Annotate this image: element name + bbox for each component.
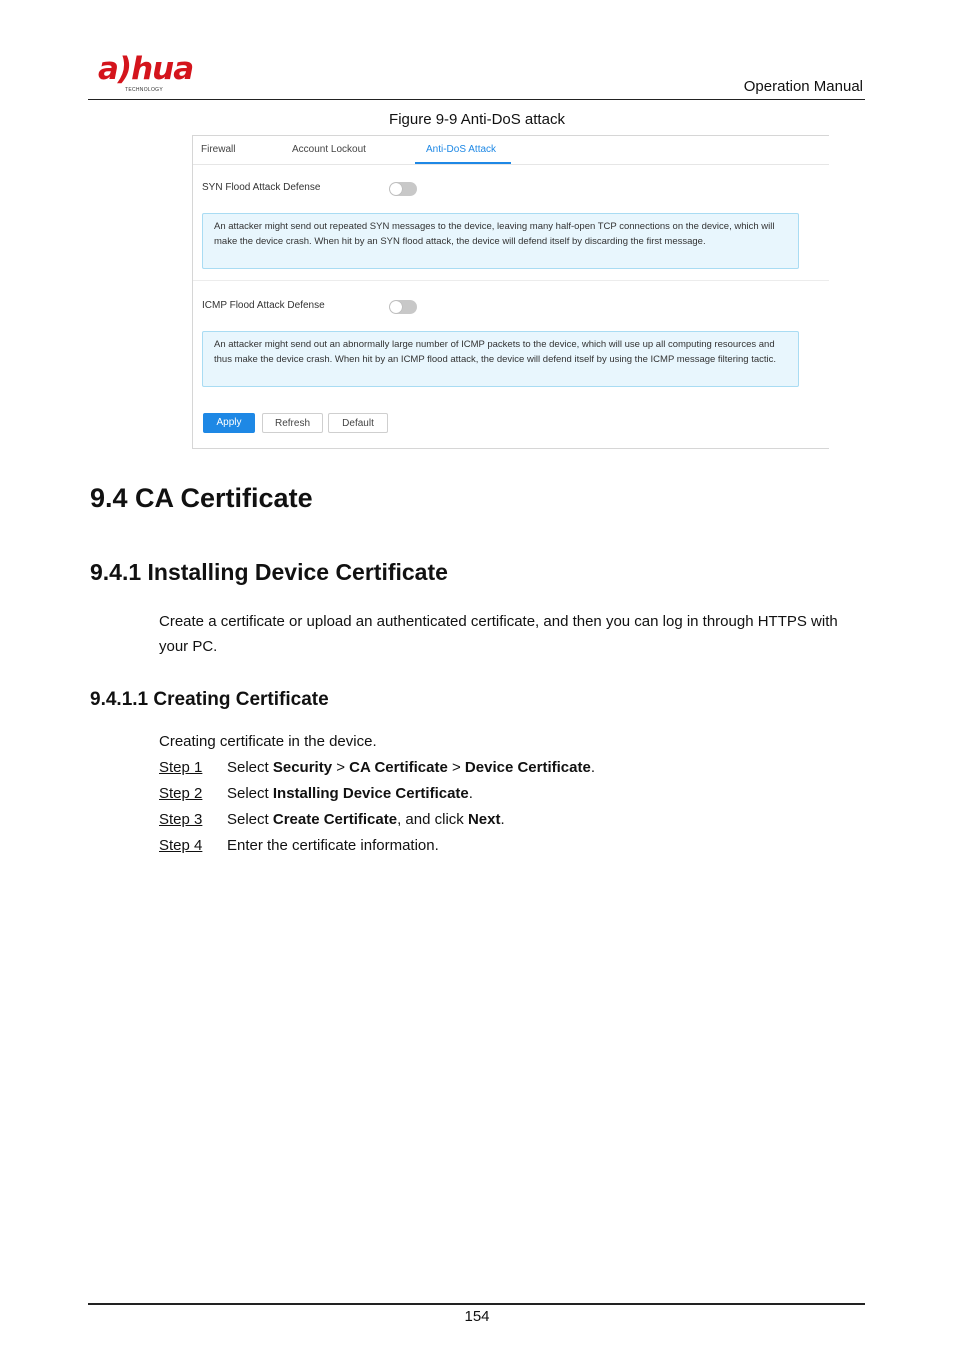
section-heading: 9.4 CA Certificate (90, 483, 313, 513)
step-1: Step 1 Select Security > CA Certificate > Device Certificate. (159, 759, 595, 776)
anti-dos-panel (192, 135, 829, 449)
apply-button[interactable]: Apply (203, 413, 255, 433)
default-button[interactable]: Default (328, 413, 388, 433)
toggle-knob (390, 183, 402, 195)
figure-caption: Figure 9-9 Anti-DoS attack (389, 111, 565, 128)
syn-flood-info: An attacker might send out repeated SYN messages to the device, leaving many half-open TCP connections on the device, which will make the device crash. When hit by an SYN flood attack, the device will defend itself by discarding the first message. (202, 213, 799, 269)
subsubsection-heading: 9.4.1.1 Creating Certificate (90, 689, 329, 710)
icmp-flood-label: ICMP Flood Attack Defense (202, 300, 325, 311)
step-label: Step 4 (159, 837, 203, 854)
refresh-button[interactable]: Refresh (262, 413, 323, 433)
section-divider (193, 280, 829, 281)
step-4: Step 4 Enter the certificate information. (159, 837, 439, 854)
icmp-flood-toggle[interactable] (389, 300, 417, 314)
step-label: Step 1 (159, 759, 203, 776)
page-number: 154 (464, 1308, 490, 1325)
tab-bar (193, 136, 829, 165)
step-label: Step 3 (159, 811, 203, 828)
step-label: Step 2 (159, 785, 203, 802)
tab-account-lockout[interactable]: Account Lockout (292, 144, 366, 155)
header-divider (88, 99, 865, 100)
intro-text: Creating certificate in the device. (159, 733, 377, 750)
subsection-heading: 9.4.1 Installing Device Certificate (90, 559, 448, 585)
body-paragraph: Create a certificate or upload an authenticated certificate, and then you can log in through HTTPS with your PC. (159, 613, 838, 655)
brand-logo (96, 51, 204, 97)
footer-divider (88, 1303, 865, 1305)
icmp-flood-info: An attacker might send out an abnormally large number of ICMP packets to the device, which will use up all computing resources and thus make the device crash. When hit by an ICMP flood attack, the device will defend itself by using the ICMP message filtering tactic. (202, 331, 799, 387)
step-2: Step 2 Select Installing Device Certificate. (159, 785, 473, 802)
logo-tagline: TECHNOLOGY (125, 87, 164, 93)
document-title: Operation Manual (743, 78, 863, 95)
active-tab-indicator (415, 162, 511, 164)
logo-wordmark: a)hua (98, 51, 194, 87)
tab-firewall[interactable]: Firewall (201, 144, 236, 155)
step-3: Step 3 Select Create Certificate, and click Next. (159, 811, 505, 828)
syn-flood-label: SYN Flood Attack Defense (202, 182, 321, 193)
toggle-knob (390, 301, 402, 313)
tab-anti-dos-attack[interactable]: Anti-DoS Attack (426, 144, 497, 155)
syn-flood-toggle[interactable] (389, 182, 417, 196)
